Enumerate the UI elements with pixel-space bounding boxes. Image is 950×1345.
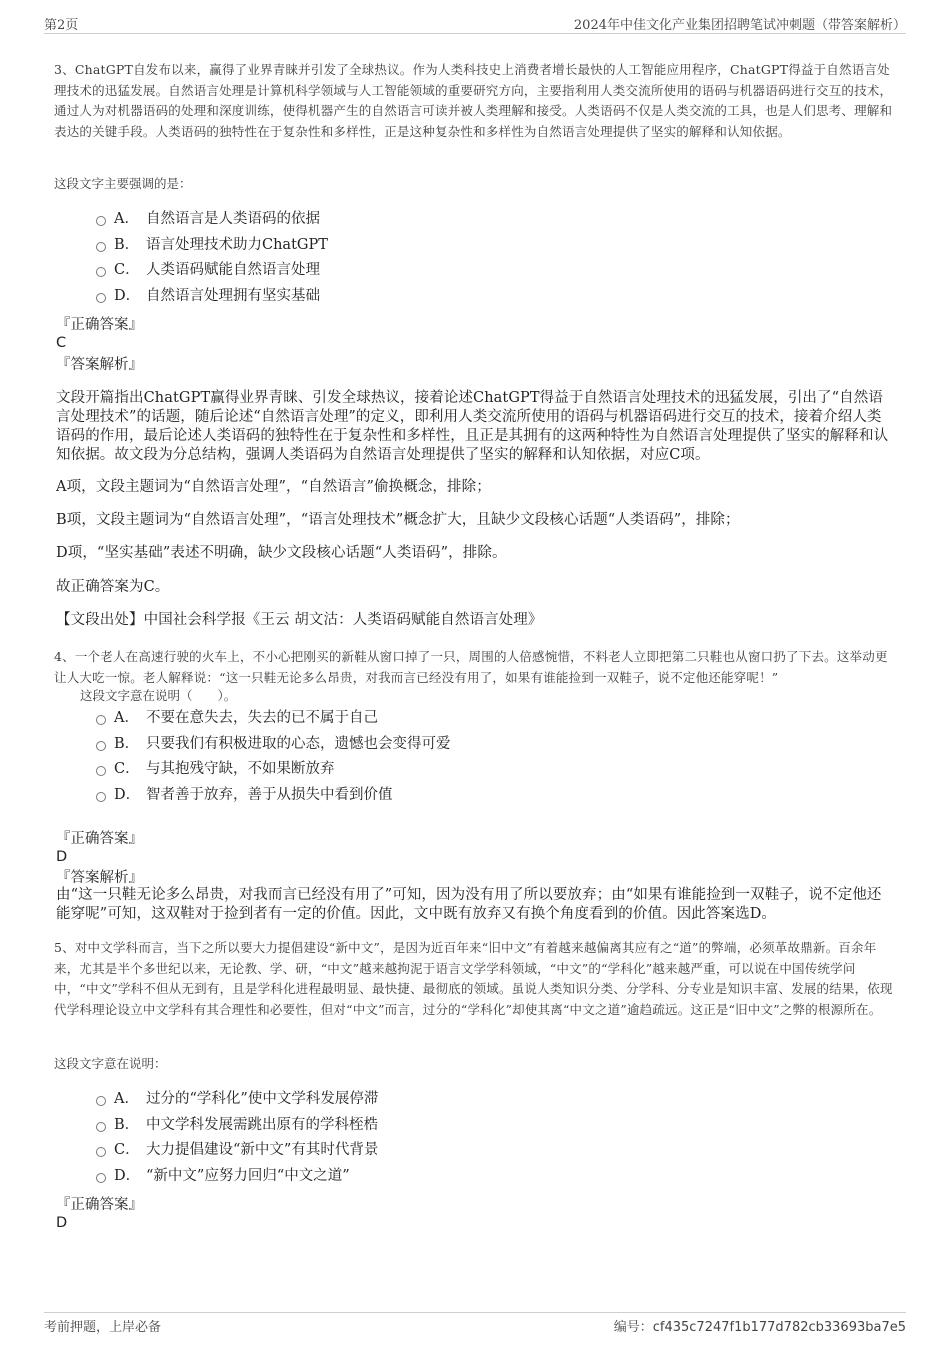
option-d[interactable]: D． 智者善于放弃，善于从损失中看到价值 [96,783,876,809]
answer-label: 『正确答案』 [56,317,143,333]
question-3-text: 3、ChatGPT自发布以来，赢得了业界青睐并引发了全球热议。作为人类科技史上消费者增长最快的人工智能应用程序，ChatGPT得益于自然语言处理技术的迅猛发展。自然语言处理是计算机科学领域与人工智能领域的重要研究方向，主要指利用人类交流所使用的语码与机器语码进行交互的技术，通过人为对机器语码的处理和深度训练，使得机器产生的自然语言可读并被人类理解和接受。人类语码不仅是人类交流的工具，也是人们思考、理解和表达的关键手段。人类语码的独特性在于复杂性和多样性，正是这种复杂性和多样性为自然语言处理提供了坚实的解释和认知依据。 [54,62,893,139]
correct-answer: C [56,335,67,351]
analysis-option-d: D项，“坚实基础”表述不明确，缺少文段核心话题“人类语码”，排除。 [56,545,507,561]
option-a[interactable]: A． 不要在意失去，失去的已不属于自己 [96,706,876,732]
option-a[interactable]: A． 自然语言是人类语码的依据 [96,207,876,233]
analysis-option-a: A项，文段主题词为“自然语言处理”，“自然语言”偷换概念，排除； [56,479,491,495]
question-4-options [96,706,876,809]
option-b[interactable]: B． 语言处理技术助力ChatGPT [96,233,876,259]
radio-icon[interactable] [96,267,106,277]
radio-icon[interactable] [96,1147,106,1157]
option-c[interactable]: C． 人类语码赋能自然语言处理 [96,258,876,284]
radio-icon[interactable] [96,792,106,802]
analysis-option-b: B项，文段主题词为“自然语言处理”，“语言处理技术”概念扩大，且缺少文段核心话题“人类语码”，排除； [56,512,740,528]
radio-icon[interactable] [96,216,106,226]
radio-icon[interactable] [96,1173,106,1183]
source-citation: 【文段出处】中国社会科学报《王云 胡文沽：人类语码赋能自然语言处理》 [56,612,543,628]
radio-icon[interactable] [96,242,106,252]
radio-icon[interactable] [96,741,106,751]
option-b[interactable]: B． 只要我们有积极进取的心态，遗憾也会变得可爱 [96,732,876,758]
radio-icon[interactable] [96,1096,106,1106]
question-4-prompt: 这段文字意在说明（ ）。 [80,688,237,703]
analysis-label: 『答案解析』 [56,870,143,886]
radio-icon[interactable] [96,766,106,776]
question-3-prompt: 这段文字主要强调的是： [54,176,192,191]
radio-icon[interactable] [96,293,106,303]
correct-answer: D [56,849,68,865]
analysis-paragraph: 由“这一只鞋无论多么昂贵，对我而言已经没有用了”可知，因为没有用了所以要放弃；由“如果有谁能捡到一双鞋子，说不定他还能穿呢”可知，这双鞋对于捡到者有一定的价值。因此，文中既有放弃又有换个角度看到的价值。因此答案选D。 [56,887,882,922]
page-footer [44,1312,906,1335]
answer-label: 『正确答案』 [56,831,143,847]
analysis-label: 『答案解析』 [56,357,143,373]
analysis-paragraph: 文段开篇指出ChatGPT赢得业界青睐、引发全球热议，接着论述ChatGPT得益于自然语言处理技术的迅猛发展，引出了“自然语言处理技术”的话题，随后论述“自然语言处理”的定义，即利用人类交流所使用的语码与机器语码进行交互的技术，接着介绍人类语码的作用，最后论述人类语码的独特性在于复杂性和多样性，且正是其拥有的这两种特性为自然语言处理提供了坚实的解释和认知依据。故文段为分总结构，强调人类语码为自然语言处理提供了坚实的解释和认知依据，对应C项。 [56,390,889,463]
option-c[interactable]: C． 大力提倡建设“新中文”有其时代背景 [96,1138,876,1164]
question-5-options [96,1087,876,1190]
radio-icon[interactable] [96,1122,106,1132]
question-4-text: 4、一个老人在高速行驶的火车上，不小心把刚买的新鞋从窗口掉了一只，周围的人倍感惋惜，不料老人立即把第二只鞋也从窗口扔了下去。这举动更让人大吃一惊。老人解释说：“这一只鞋无论多么昂贵，对我而言已经没有用了，如果有谁能捡到一双鞋子，说不定他还能穿呢！” [54,649,888,685]
question-5-prompt: 这段文字意在说明： [54,1056,167,1071]
page-header [44,14,906,34]
answer-label: 『正确答案』 [56,1197,143,1213]
footer-slogan: 考前押题，上岸必备 [44,1320,162,1335]
radio-icon[interactable] [96,715,106,725]
correct-answer: D [56,1215,68,1231]
option-c[interactable]: C． 与其抱残守缺，不如果断放弃 [96,757,876,783]
document-id: 编号：cf435c7247f1b177d782cb33693ba7e5 [613,1320,906,1335]
page-number: 第2页 [44,18,79,33]
option-a[interactable]: A． 过分的“学科化”使中文学科发展停滞 [96,1087,876,1113]
document-title: 2024年中佳文化产业集团招聘笔试冲刺题（带答案解析） [573,18,906,33]
option-d[interactable]: D． “新中文”应努力回归“中文之道” [96,1164,876,1190]
option-d[interactable]: D． 自然语言处理拥有坚实基础 [96,284,876,310]
question-5-text: 5、对中文学科而言，当下之所以要大力提倡建设“新中文”，是因为近百年来“旧中文”有着越来越偏离其应有之“道”的弊端，必须革故鼎新。百余年来，尤其是半个多世纪以来，无论教、学、研，“中文”越来越拘泥于语言文学学科领域，“中文”的“学科化”越来越严重，可以说在中国传统学问中，“中文”学科不但从无到有，且是学科化进程最明显、最快捷、最彻底的领域。虽说人类知识分类、分学科、分专业是知识丰富、发展的结果，依现代学科理论设立中文学科有其合理性和必要性，但对“中文”而言，过分的“学科化”却使其离“中文之道”逾趋疏远。这正是“旧中文”之弊的根源所在。 [54,940,893,1017]
question-3-options [96,207,876,310]
option-b[interactable]: B． 中文学科发展需跳出原有的学科桎梏 [96,1113,876,1139]
analysis-conclusion: 故正确答案为C。 [56,579,170,595]
